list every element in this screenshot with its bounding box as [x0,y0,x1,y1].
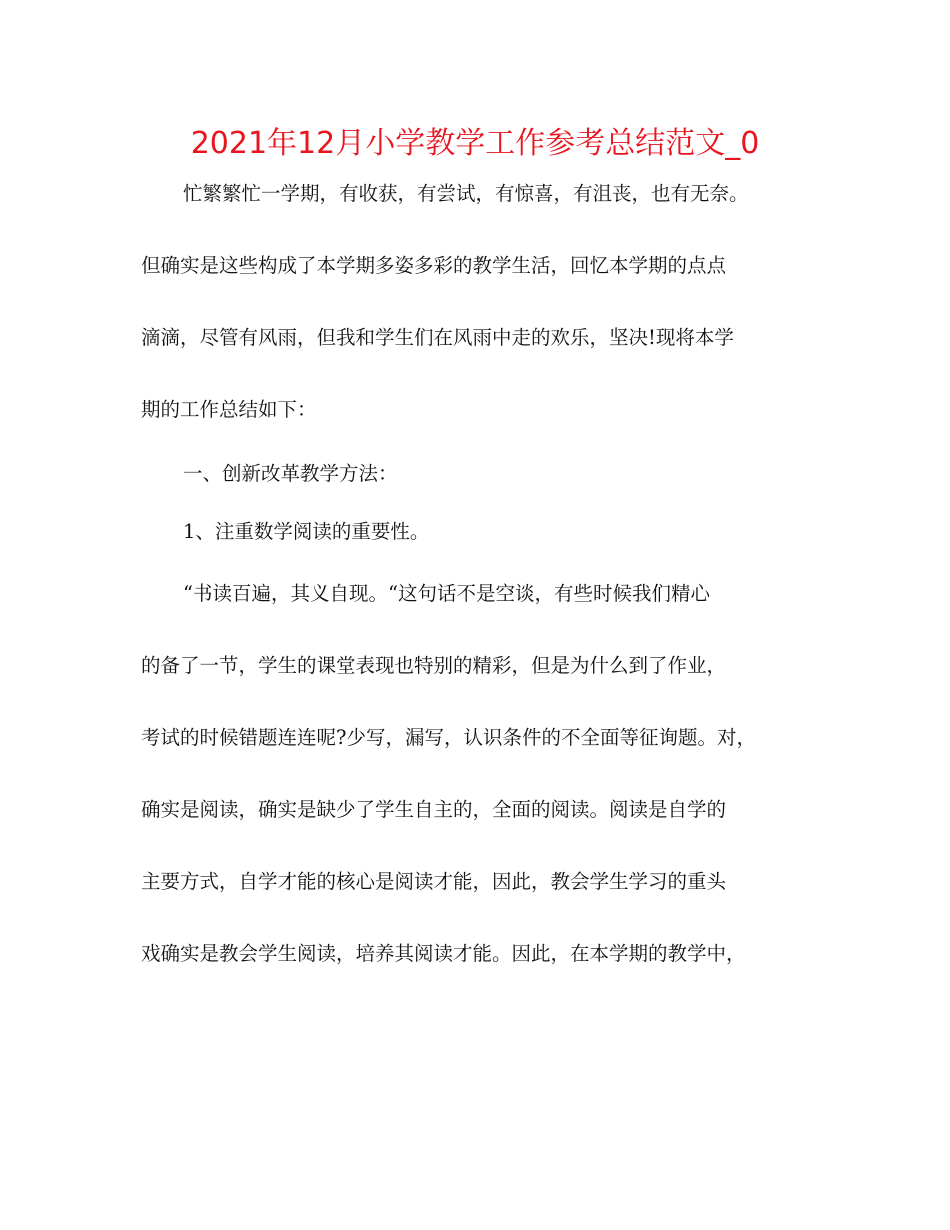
paragraph-line: “书读百遍，其义自现。“这句话不是空谈，有些时候我们精心 [183,582,710,605]
paragraph-line: 确实是阅读，确实是缺少了学生自主的，全面的阅读。阅读是自学的 [141,798,727,821]
subsection-heading: 1、注重数学阅读的重要性。 [183,520,430,543]
paragraph-line: 但确实是这些构成了本学期多姿多彩的教学生活，回忆本学期的点点 [141,254,727,277]
paragraph-line: 忙繁繁忙一学期，有收获，有尝试，有惊喜，有沮丧，也有无奈。 [183,182,749,205]
paragraph-line: 滴滴，尽管有风雨，但我和学生们在风雨中走的欢乐，坚决!现将本学 [141,326,734,349]
paragraph-line: 考试的时候错题连连呢?少写，漏写，认识条件的不全面等征询题。对， [141,726,756,749]
paragraph-line: 主要方式，自学才能的核心是阅读才能，因此，教会学生学习的重头 [141,870,727,893]
document-title: 2021年12月小学教学工作参考总结范文_0 [190,126,760,161]
paragraph-line: 戏确实是教会学生阅读，培养其阅读才能。因此，在本学期的教学中， [141,942,746,965]
paragraph-line: 期的工作总结如下： [141,398,317,421]
section-heading: 一、创新改革教学方法： [183,462,398,485]
paragraph-line: 的备了一节，学生的课堂表现也特别的精彩，但是为什么到了作业， [141,654,727,677]
